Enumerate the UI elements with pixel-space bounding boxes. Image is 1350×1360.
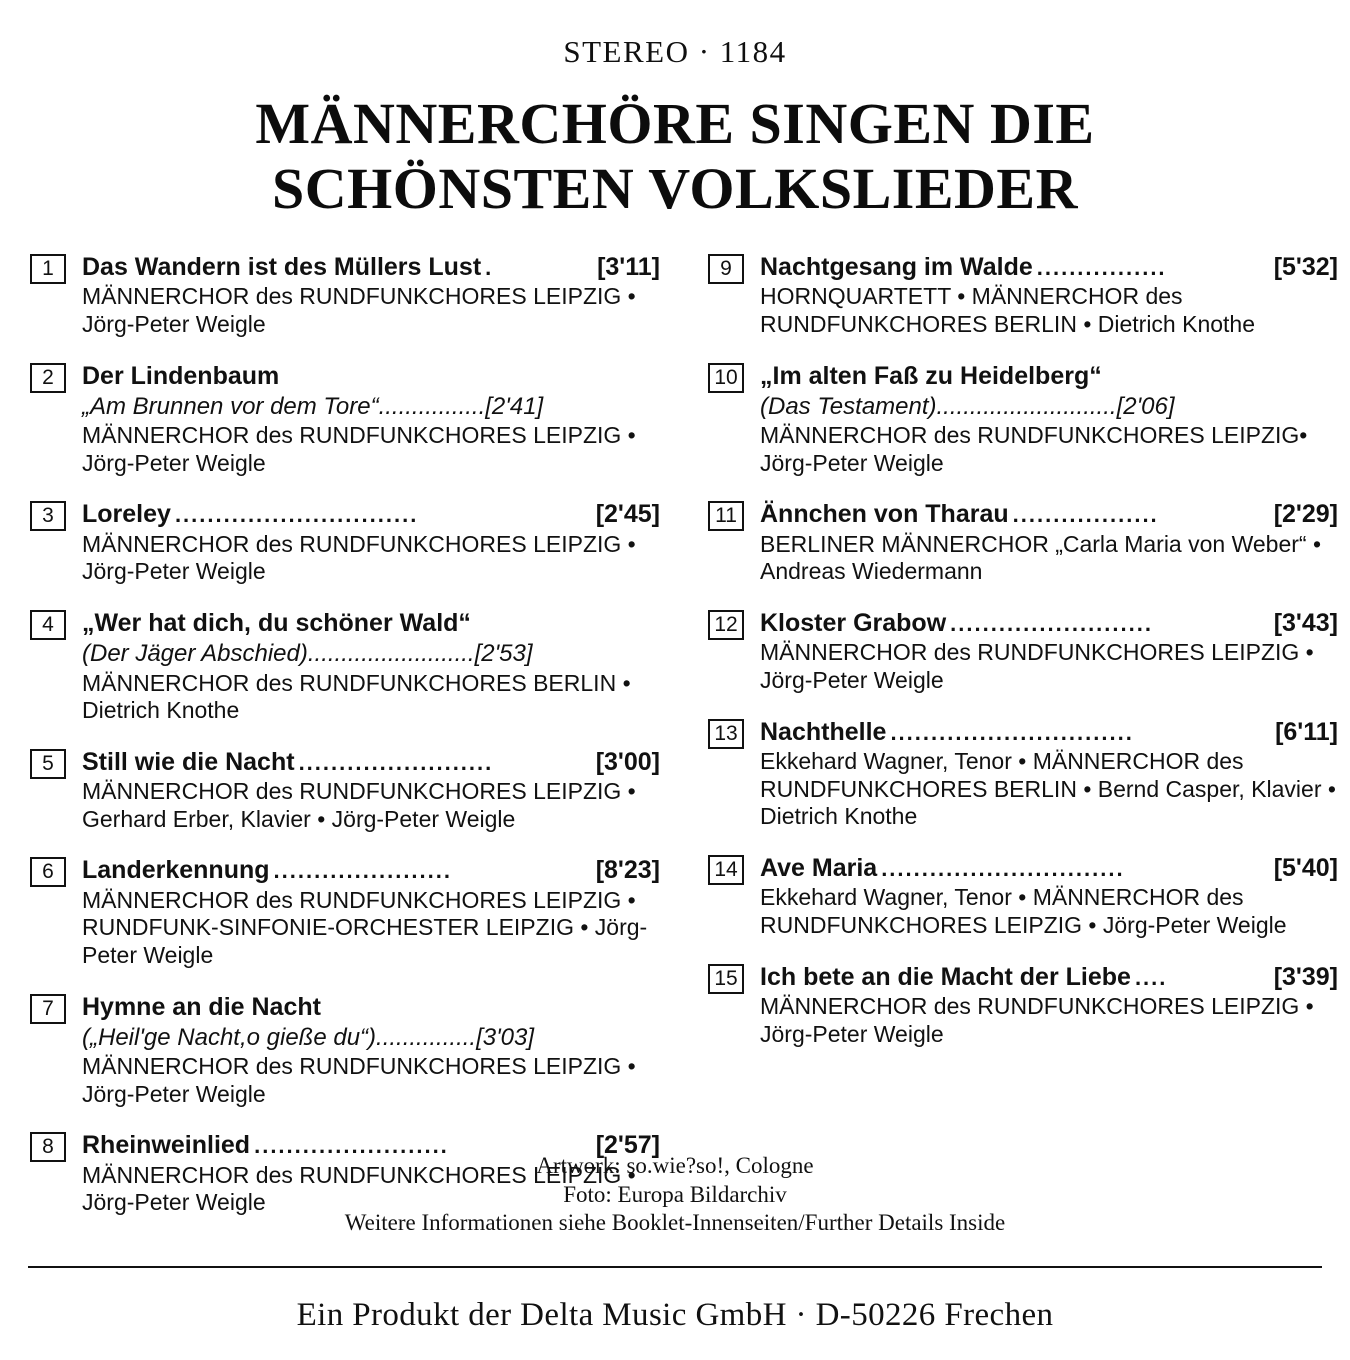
leader-dots: ......................... <box>950 610 1153 636</box>
track-item <box>708 962 1338 1049</box>
tracklist <box>30 252 1338 1239</box>
track-performers: MÄNNERCHOR des RUNDFUNKCHORES LEIPZIG • Jörg-Peter Weigle <box>82 283 636 337</box>
track-title: „Wer hat dich, du schöner Wald“ <box>82 608 471 637</box>
track-title: Hymne an die Nacht <box>82 992 321 1021</box>
track-title-row <box>760 499 1338 530</box>
track-duration: [8'23] <box>595 856 660 885</box>
leader-dots: ........................... <box>936 392 1117 420</box>
leader-dots: . <box>485 254 494 280</box>
track-subtitle: „Am Brunnen vor dem Tore“ <box>82 392 379 420</box>
track-body <box>66 855 660 969</box>
credits-booklet-note: Weitere Informationen siehe Booklet-Innenseiten/Further Details Inside <box>344 1210 1006 1236</box>
track-title: Das Wandern ist des Müllers Lust <box>82 252 482 281</box>
track-title-row <box>82 747 660 778</box>
leader-dots: ................ <box>1036 254 1167 280</box>
track-title: Loreley <box>82 500 171 529</box>
track-duration: [3'03] <box>476 1023 535 1051</box>
album-title-line-1: MÄNNERCHÖRE SINGEN DIE <box>255 91 1095 156</box>
leader-dots: .............................. <box>890 719 1134 745</box>
album-title-line-2: SCHÖNSTEN VOLKSLIEDER <box>271 155 1079 221</box>
track-item <box>708 361 1338 478</box>
track-title: Rheinweinlied <box>82 1131 251 1160</box>
track-performers: Ekkehard Wagner, Tenor • MÄNNERCHOR des RUNDFUNKCHORES BERLIN • Bernd Casper, Klavier • Dietrich Knothe <box>760 748 1336 830</box>
track-subtitle-row <box>82 392 660 421</box>
track-subtitle: (Der Jäger Abschied) <box>82 640 308 668</box>
track-item <box>708 608 1338 695</box>
leader-dots: .... <box>1134 964 1168 990</box>
track-duration: [6'11] <box>1275 717 1338 746</box>
track-performers: MÄNNERCHOR des RUNDFUNKCHORES LEIPZIG • Jörg-Peter Weigle <box>82 422 636 476</box>
track-body <box>744 252 1338 339</box>
stereo-catalog-number: STEREO · 1184 <box>563 34 787 69</box>
credits-artwork: Artwork: so.wie?so!, Cologne <box>536 1152 814 1178</box>
track-duration: [3'43] <box>1273 608 1338 637</box>
tracklist-column-left <box>30 252 660 1239</box>
track-number: 2 <box>30 363 66 393</box>
track-number: 12 <box>708 610 744 640</box>
track-duration: [2'29] <box>1273 500 1338 529</box>
track-performers: MÄNNERCHOR des RUNDFUNKCHORES LEIPZIG • Gerhard Erber, Klavier • Jörg-Peter Weigle <box>82 778 636 832</box>
track-body <box>744 499 1338 586</box>
leader-dots: ...................... <box>273 858 452 884</box>
tracklist-column-right <box>690 252 1338 1239</box>
track-number: 1 <box>30 254 66 284</box>
leader-dots: ........................ <box>298 749 494 775</box>
track-performers: BERLINER MÄNNERCHOR „Carla Maria von Weber“ • Andreas Wiedermann <box>760 530 1322 585</box>
track-number: 11 <box>708 501 744 531</box>
track-item <box>30 747 660 834</box>
track-title-row <box>760 717 1338 748</box>
track-duration: [2'06] <box>1116 392 1175 420</box>
leader-dots: ......................... <box>307 640 475 668</box>
track-duration: [3'11] <box>597 252 660 281</box>
track-title-row <box>760 608 1338 639</box>
track-body <box>744 853 1338 940</box>
track-number: 4 <box>30 610 66 640</box>
credits-block <box>0 1152 1350 1238</box>
track-performers: MÄNNERCHOR des RUNDFUNKCHORES BERLIN • Dietrich Knothe <box>82 669 631 724</box>
track-performers: MÄNNERCHOR des RUNDFUNKCHORES LEIPZIG • Jörg-Peter Weigle <box>82 1053 636 1107</box>
track-number: 15 <box>708 964 744 994</box>
track-body <box>66 499 660 586</box>
track-duration: [2'57] <box>595 1131 660 1160</box>
credits-photo: Foto: Europa Bildarchiv <box>563 1181 787 1207</box>
track-body <box>66 747 660 834</box>
track-title: Der Lindenbaum <box>82 361 280 390</box>
track-subtitle: (Das Testament) <box>760 392 937 420</box>
track-item <box>30 855 660 969</box>
track-title: Landerkennung <box>82 856 270 885</box>
track-performers: MÄNNERCHOR des RUNDFUNKCHORES LEIPZIG • RUNDFUNK-SINFONIE-ORCHESTER LEIPZIG • Jörg-Peter Weigle <box>82 886 648 969</box>
track-performers: MÄNNERCHOR des RUNDFUNKCHORES LEIPZIG • Jörg-Peter Weigle <box>760 993 1314 1047</box>
track-number: 9 <box>708 254 744 284</box>
track-item <box>30 608 660 725</box>
track-item <box>708 717 1338 831</box>
leader-dots: ............... <box>376 1023 477 1051</box>
track-item <box>30 361 660 478</box>
divider <box>28 1266 1322 1268</box>
track-item <box>30 992 660 1109</box>
track-performers: MÄNNERCHOR des RUNDFUNKCHORES LEIPZIG• Jörg-Peter Weigle <box>760 422 1308 476</box>
track-performers: HORNQUARTETT • MÄNNERCHOR des RUNDFUNKCHORES BERLIN • Dietrich Knothe <box>760 283 1256 337</box>
track-item <box>30 252 660 339</box>
track-performers: MÄNNERCHOR des RUNDFUNKCHORES LEIPZIG • Jörg-Peter Weigle <box>82 1161 636 1216</box>
leader-dots: ........................ <box>254 1133 449 1159</box>
track-body <box>66 361 660 478</box>
leader-dots: ................ <box>378 392 486 420</box>
track-duration: [5'40] <box>1273 853 1338 882</box>
track-title-row <box>760 252 1338 283</box>
leader-dots: .................. <box>1012 502 1159 528</box>
track-number: 14 <box>708 855 744 885</box>
track-title: „Im alten Faß zu Heidelberg“ <box>760 361 1102 390</box>
track-number: 7 <box>30 994 66 1024</box>
track-item <box>708 499 1338 586</box>
track-body <box>744 361 1338 478</box>
track-body <box>66 608 660 725</box>
album-title <box>30 92 1320 222</box>
track-item <box>708 252 1338 339</box>
track-title-row <box>760 962 1338 993</box>
track-body <box>744 962 1338 1049</box>
track-number: 6 <box>30 857 66 887</box>
publisher-line: Ein Produkt der Delta Music GmbH · D-50226 Frechen <box>296 1297 1054 1333</box>
track-title: Nachthelle <box>760 717 887 746</box>
track-title-row <box>82 499 660 530</box>
track-title: Ich bete an die Macht der Liebe <box>760 962 1131 991</box>
track-performers: Ekkehard Wagner, Tenor • MÄNNERCHOR des RUNDFUNKCHORES LEIPZIG • Jörg-Peter Weigle <box>760 884 1287 939</box>
track-body <box>744 608 1338 695</box>
track-duration: [2'45] <box>595 500 660 529</box>
track-body <box>66 992 660 1109</box>
track-duration: [2'41] <box>485 392 544 420</box>
track-title-row <box>82 855 660 886</box>
track-number: 13 <box>708 719 744 749</box>
track-title: Still wie die Nacht <box>82 747 295 776</box>
track-body <box>66 252 660 339</box>
track-duration: [5'32] <box>1273 252 1338 281</box>
track-number: 8 <box>30 1132 66 1162</box>
track-performers: MÄNNERCHOR des RUNDFUNKCHORES LEIPZIG • Jörg-Peter Weigle <box>760 639 1314 694</box>
track-number: 10 <box>708 363 744 393</box>
track-subtitle-row <box>82 639 660 668</box>
track-subtitle: („Heil'ge Nacht,o gieße du“) <box>82 1023 377 1051</box>
track-item <box>708 853 1338 940</box>
track-subtitle-row <box>760 392 1338 421</box>
track-number: 3 <box>30 501 66 531</box>
track-title: Nachtgesang im Walde <box>760 252 1033 281</box>
leader-dots: .............................. <box>174 502 419 528</box>
track-duration: [2'53] <box>474 640 533 668</box>
track-number: 5 <box>30 749 66 779</box>
track-duration: [3'39] <box>1273 962 1338 991</box>
track-title: Kloster Grabow <box>760 608 947 637</box>
track-title-row <box>760 853 1338 884</box>
track-item <box>30 499 660 586</box>
track-duration: [3'00] <box>595 747 660 776</box>
leader-dots: .............................. <box>881 855 1125 881</box>
track-body <box>744 717 1338 831</box>
track-title-row <box>82 252 660 283</box>
track-title: Ännchen von Tharau <box>760 500 1009 529</box>
track-title: Ave Maria <box>760 853 878 882</box>
track-subtitle-row <box>82 1023 660 1052</box>
track-performers: MÄNNERCHOR des RUNDFUNKCHORES LEIPZIG • Jörg-Peter Weigle <box>82 530 636 585</box>
